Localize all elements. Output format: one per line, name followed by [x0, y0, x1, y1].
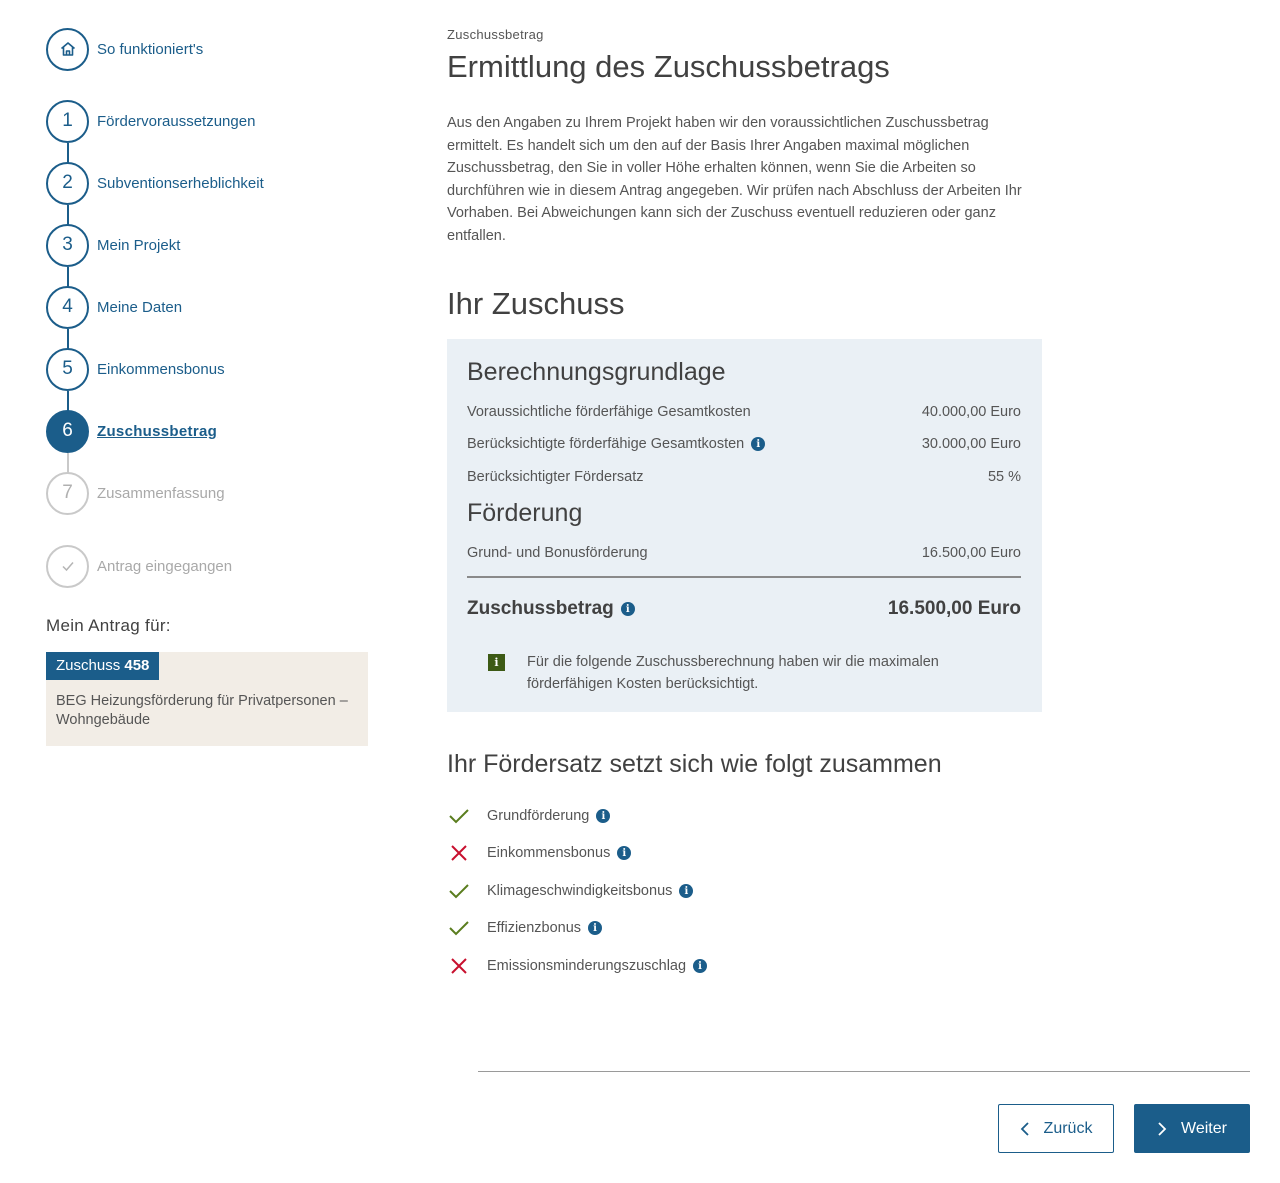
rate-item-label: Einkommensbonus — [487, 845, 611, 861]
step-connector — [67, 143, 69, 163]
antrag-description: BEG Heizungsförderung für Privatpersonen – Wohngebäude — [56, 693, 348, 728]
calc-row-label: Berücksichtigte förderfähige Gesamtkosten — [467, 436, 745, 452]
calc-row — [467, 436, 1021, 452]
step-connector — [67, 267, 69, 287]
cross-icon — [447, 841, 471, 865]
total-value: 16.500,00 Euro — [887, 598, 1021, 619]
info-icon[interactable]: i — [679, 884, 693, 898]
antrag-heading: Mein Antrag für: — [46, 616, 171, 635]
next-button[interactable] — [1134, 1104, 1250, 1153]
step-label: Einkommensbonus — [97, 360, 225, 378]
intro-text: Aus den Angaben zu Ihrem Projekt haben wir den voraussichtlichen Zuschussbetrag ermittelt. Es handelt sich um den auf der Basis Ihrer Angaben maximal möglichen Zuschussbetrag, den Sie in voller Höhe erhalten können, wenn Sie die Arbeiten so durchführen wie in diesem Antrag angegeben. Wir prüfen nach Abschluss der Arbeiten Ihr Vorhaben. Bei Abweichungen kann sich der Zuschuss eventuell reduzieren oder ganz entfallen. — [447, 115, 1022, 244]
rate-item — [447, 841, 631, 865]
checkmark-icon — [447, 804, 471, 828]
calc-row-label: Voraussichtliche förderfähige Gesamtkosten — [467, 404, 751, 420]
section-title: Ihr Zuschuss — [447, 286, 625, 321]
info-note — [488, 651, 988, 695]
step-connector — [67, 453, 69, 473]
step-connector — [67, 391, 69, 411]
antrag-card — [46, 652, 368, 746]
divider — [467, 576, 1021, 578]
footer-divider — [478, 1071, 1250, 1072]
step-number: 6 — [46, 410, 89, 453]
chevron-left-icon — [1020, 1122, 1030, 1136]
info-icon[interactable]: i — [621, 602, 635, 616]
step-number: 4 — [46, 286, 89, 329]
step-final-label: Antrag eingegangen — [97, 557, 233, 575]
note-text: Für die folgende Zuschussberechnung haben wir die maximalen förderfähigen Kosten berücksichtigt. — [527, 654, 939, 692]
info-icon[interactable]: i — [751, 437, 765, 451]
total-label: Zuschussbetrag — [467, 598, 614, 619]
step-label: Fördervoraussetzungen — [97, 112, 256, 130]
rate-item-label: Effizienzbonus — [487, 920, 582, 936]
total-row — [467, 598, 1021, 620]
calc-row — [467, 404, 1021, 420]
step-label: Zusammenfassung — [97, 484, 225, 502]
step-home[interactable] — [46, 27, 203, 71]
info-icon[interactable]: i — [617, 846, 631, 860]
back-button-label: Zurück — [1043, 1119, 1093, 1137]
basis-title: Berechnungsgrundlage — [467, 358, 726, 386]
calculation-box — [447, 339, 1042, 712]
rate-item — [447, 916, 602, 940]
badge-prefix: Zuschuss — [56, 657, 121, 674]
back-button[interactable] — [998, 1104, 1114, 1153]
info-icon[interactable]: i — [588, 921, 602, 935]
step-connector — [67, 329, 69, 349]
calc-row — [467, 469, 1021, 485]
calc-row-value: 55 % — [987, 469, 1021, 485]
chevron-right-icon — [1157, 1122, 1167, 1136]
page-eyebrow: Zuschussbetrag — [447, 27, 544, 42]
house-icon — [46, 28, 89, 71]
step-6-current[interactable] — [46, 409, 217, 453]
funding-title: Förderung — [467, 499, 583, 527]
step-4[interactable] — [46, 285, 182, 329]
rate-item-label: Emissionsminderungszuschlag — [487, 958, 687, 974]
page-title: Ermittlung des Zuschussbetrags — [447, 49, 890, 84]
rate-item — [447, 954, 707, 978]
step-number: 7 — [46, 472, 89, 515]
step-label: Meine Daten — [97, 298, 183, 316]
step-final — [46, 544, 232, 588]
step-home-label: So funktioniert's — [97, 40, 204, 58]
step-connector — [67, 205, 69, 225]
funding-row-label: Grund- und Bonusförderung — [467, 545, 648, 561]
step-5[interactable] — [46, 347, 225, 391]
step-number: 2 — [46, 162, 89, 205]
step-number: 1 — [46, 100, 89, 143]
step-label: Subventionserheblichkeit — [97, 174, 264, 192]
rate-item — [447, 804, 610, 828]
step-number: 3 — [46, 224, 89, 267]
step-7 — [46, 471, 225, 515]
step-3[interactable] — [46, 223, 180, 267]
step-label: Zuschussbetrag — [97, 422, 218, 440]
funding-row — [467, 545, 1021, 561]
calc-row-value: 30.000,00 Euro — [921, 436, 1021, 452]
next-button-label: Weiter — [1181, 1119, 1227, 1137]
step-label: Mein Projekt — [97, 236, 181, 254]
info-icon[interactable]: i — [693, 959, 707, 973]
step-number: 5 — [46, 348, 89, 391]
antrag-badge — [46, 652, 159, 680]
calc-row-label: Berücksichtigter Fördersatz — [467, 469, 644, 485]
checkmark-icon — [447, 879, 471, 903]
rate-item — [447, 879, 693, 903]
step-2[interactable] — [46, 161, 264, 205]
total-label-wrap — [467, 598, 635, 620]
step-1[interactable] — [46, 99, 255, 143]
rate-item-label: Klimageschwindigkeitsbonus — [487, 883, 673, 899]
rate-title: Ihr Fördersatz setzt sich wie folgt zusammen — [447, 750, 942, 778]
calc-row-value: 40.000,00 Euro — [921, 404, 1021, 420]
checkmark-icon — [46, 545, 89, 588]
rate-item-label: Grundförderung — [487, 808, 590, 824]
info-square-icon: i — [488, 654, 505, 671]
checkmark-icon — [447, 916, 471, 940]
calc-row-label-wrap — [467, 436, 765, 452]
funding-row-value: 16.500,00 Euro — [921, 545, 1021, 561]
badge-number: 458 — [124, 657, 150, 674]
cross-icon — [447, 954, 471, 978]
info-icon[interactable]: i — [596, 809, 610, 823]
